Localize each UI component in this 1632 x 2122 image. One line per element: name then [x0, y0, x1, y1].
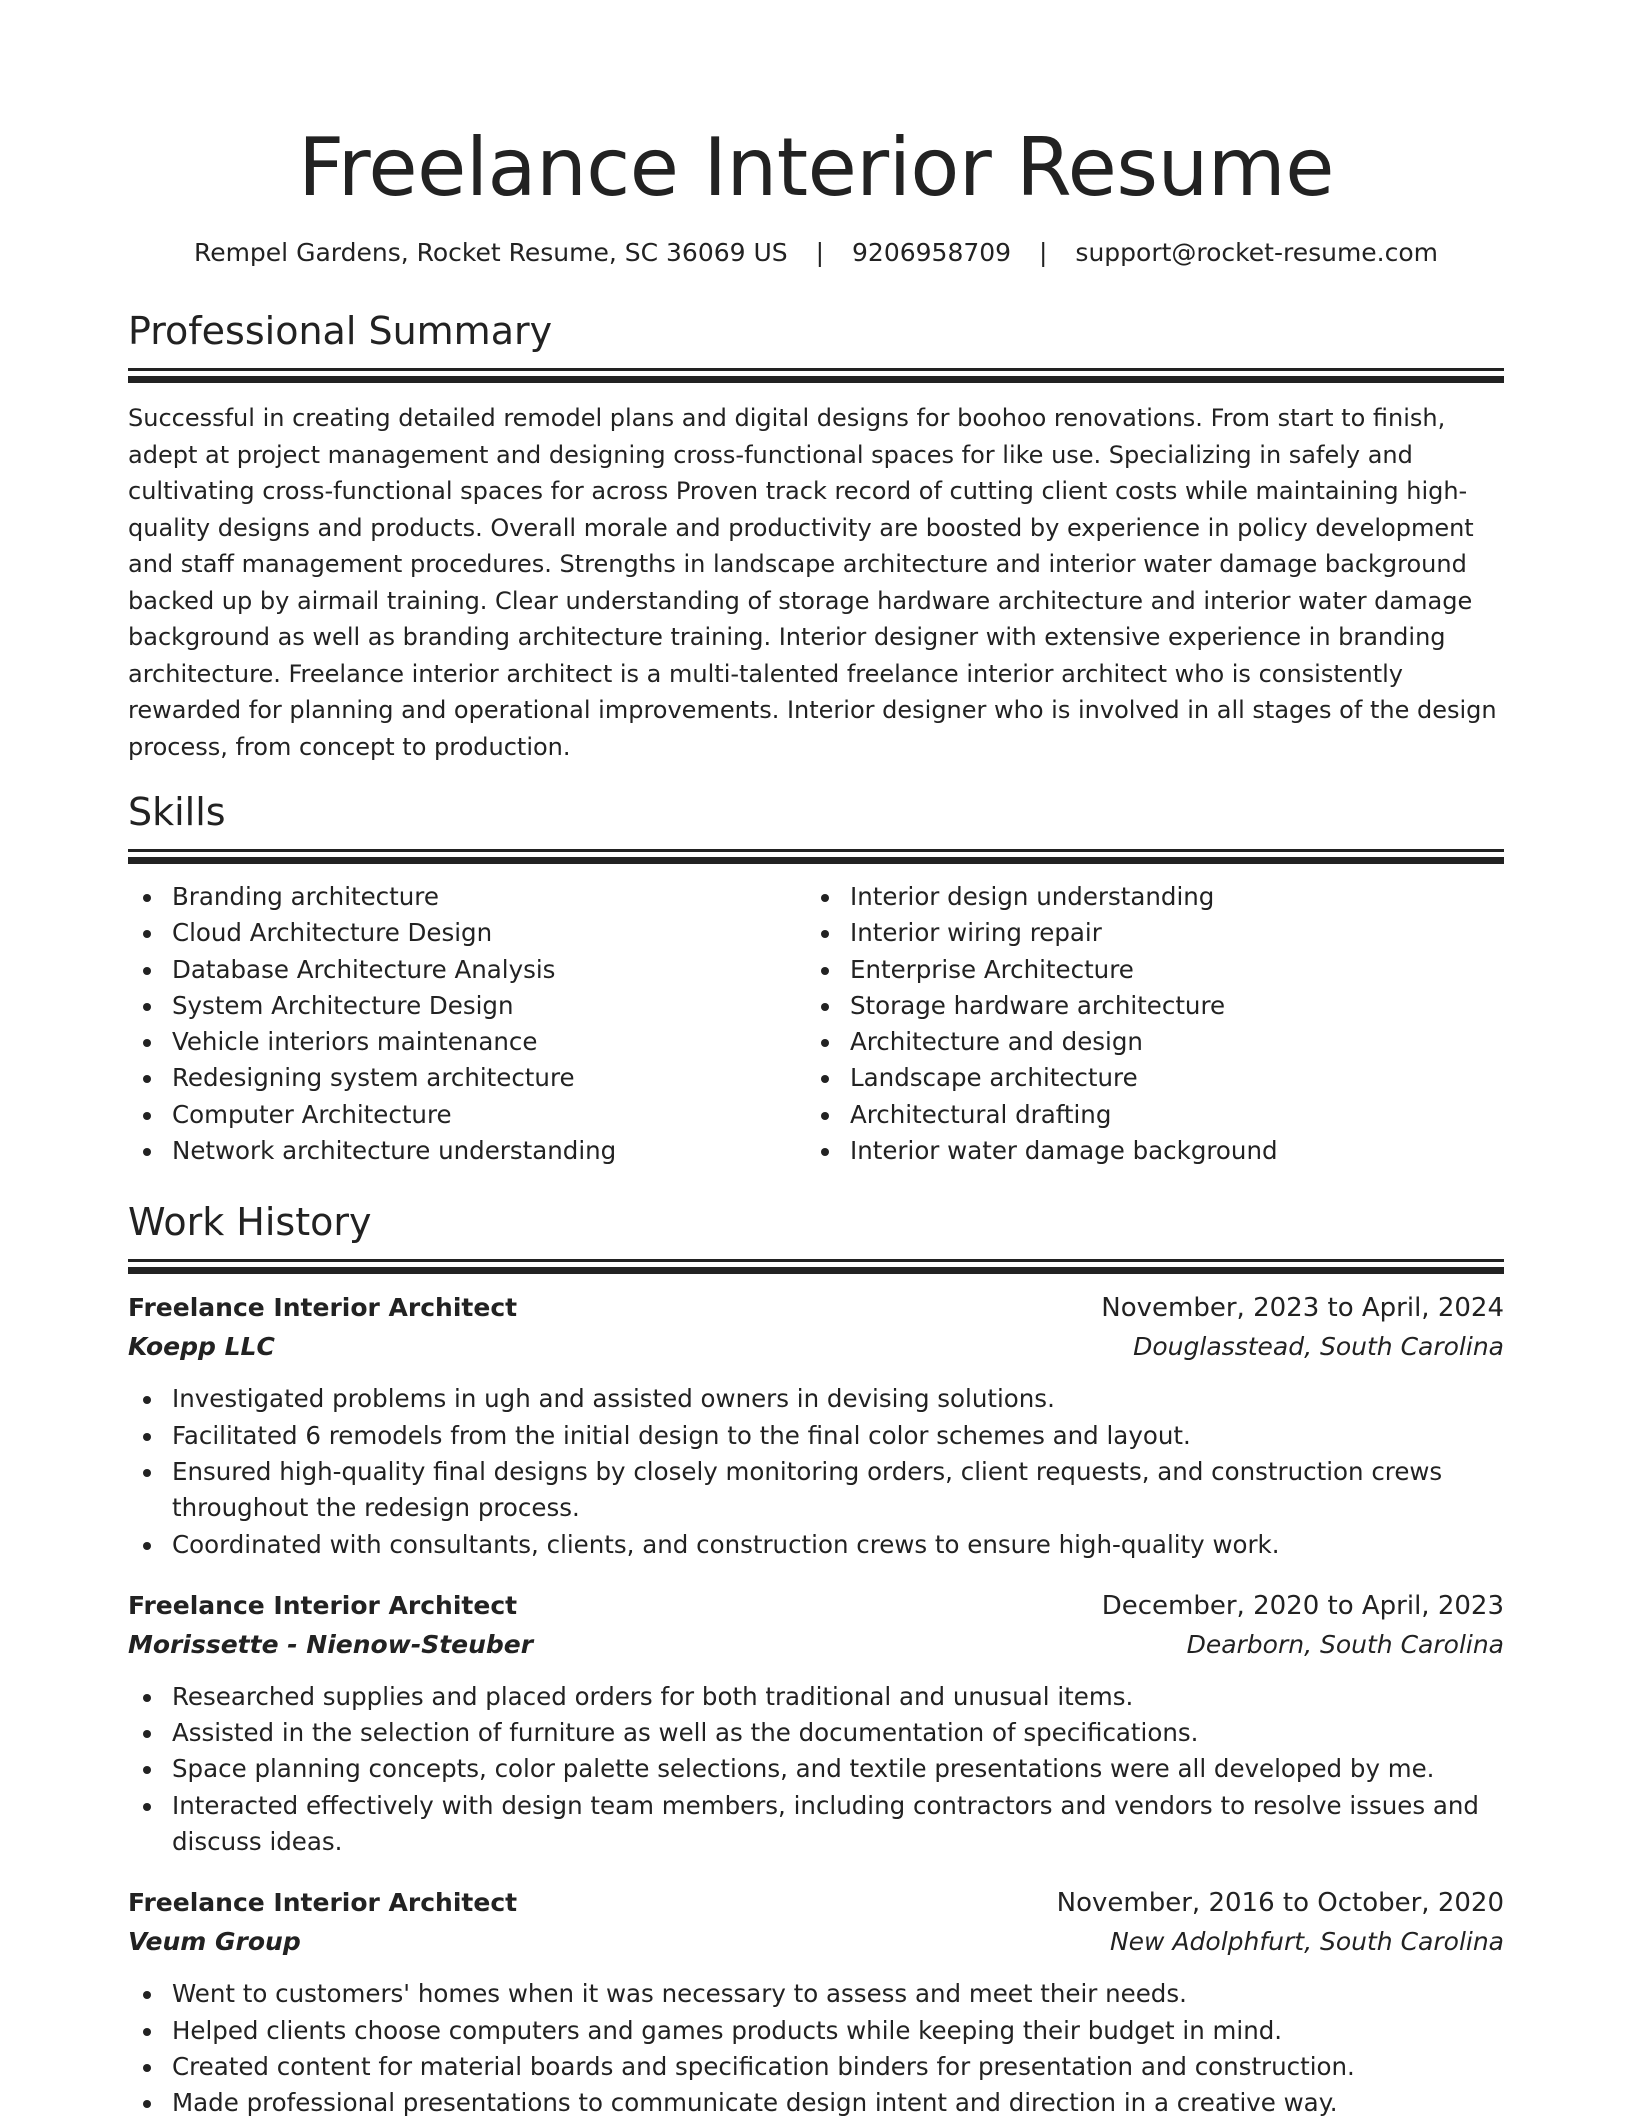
job-bullet: Made professional presentations to communicate design intent and direction in a creative way. [128, 2085, 1504, 2121]
skill-item: System Architecture Design [128, 988, 806, 1024]
skill-item: Interior wiring repair [806, 915, 1484, 951]
contact-line [128, 236, 1504, 270]
job-title: Freelance Interior Architect [128, 1590, 518, 1620]
work-history-section [128, 1197, 1504, 2121]
job-bullet: Assisted in the selection of furniture as well as the documentation of specifications. [128, 1715, 1504, 1751]
job-bullets [128, 1976, 1504, 2121]
skills-list-left [128, 879, 806, 1169]
skill-item: Cloud Architecture Design [128, 915, 806, 951]
job-location: New Adolphfurt, South Carolina [1109, 1927, 1504, 1957]
job-bullet: Created content for material boards and specification binders for presentation and construction. [128, 2049, 1504, 2085]
skill-item: Branding architecture [128, 879, 806, 915]
job-entry [128, 1587, 1504, 1860]
skill-item: Architecture and design [806, 1024, 1484, 1060]
summary-section [128, 306, 1504, 765]
section-divider [128, 849, 1504, 865]
job-subheader-row [128, 1327, 1504, 1367]
skill-item: Vehicle interiors maintenance [128, 1024, 806, 1060]
skills-section [128, 787, 1504, 1169]
skill-item: Computer Architecture [128, 1097, 806, 1133]
skills-heading: Skills [128, 790, 226, 834]
job-dates: November, 2016 to October, 2020 [1056, 1888, 1504, 1919]
section-divider [128, 1259, 1504, 1275]
job-bullet: Researched supplies and placed orders for both traditional and unusual items. [128, 1679, 1504, 1715]
job-bullet: Helped clients choose computers and games products while keeping their budget in mind. [128, 2013, 1504, 2049]
skill-item: Interior water damage background [806, 1133, 1484, 1169]
contact-phone: 9206958709 [852, 238, 1012, 267]
job-company: Koepp LLC [128, 1332, 275, 1362]
job-bullets [128, 1381, 1504, 1562]
job-location: Dearborn, South Carolina [1186, 1629, 1504, 1659]
job-subheader-row [128, 1922, 1504, 1962]
job-header-row [128, 1587, 1504, 1625]
job-bullet: Went to customers' homes when it was necessary to assess and meet their needs. [128, 1976, 1504, 2012]
job-entry [128, 1884, 1504, 2121]
job-company: Veum Group [128, 1927, 301, 1957]
skill-item: Storage hardware architecture [806, 988, 1484, 1024]
job-title: Freelance Interior Architect [128, 1293, 518, 1323]
skills-list-right [806, 879, 1484, 1169]
skill-item: Redesigning system architecture [128, 1060, 806, 1096]
contact-separator: | [1039, 238, 1048, 267]
contact-address: Rempel Gardens, Rocket Resume, SC 36069 US [193, 238, 788, 267]
resume-page [128, 0, 1504, 2122]
job-bullet: Investigated problems in ugh and assisted owners in devising solutions. [128, 1381, 1504, 1417]
job-bullet: Facilitated 6 remodels from the initial design to the final color schemes and layout. [128, 1418, 1504, 1454]
job-entry [128, 1289, 1504, 1562]
job-bullet: Ensured high-quality final designs by closely monitoring orders, client requests, and construction crews throughout the redesign process. [128, 1454, 1504, 1527]
skill-item: Enterprise Architecture [806, 952, 1484, 988]
job-location: Douglasstead, South Carolina [1133, 1332, 1504, 1362]
job-bullet: Coordinated with consultants, clients, and construction crews to ensure high-quality work. [128, 1527, 1504, 1563]
job-dates: November, 2023 to April, 2024 [1101, 1293, 1504, 1324]
job-bullets [128, 1679, 1504, 1860]
resume-title: Freelance Interior Resume [298, 121, 1334, 214]
job-title: Freelance Interior Architect [128, 1888, 518, 1918]
skill-item: Database Architecture Analysis [128, 952, 806, 988]
job-bullet: Space planning concepts, color palette selections, and textile presentations were all developed by me. [128, 1751, 1504, 1787]
summary-text: Successful in creating detailed remodel plans and digital designs for boohoo renovations. From start to finish, adept at project management and designing cross-functional spaces for like use. Specializing in safely and cultivating cross-functional spaces for across Proven track record of cutting client costs while maintaining high-quality designs and products. Overall morale and productivity are boosted by experience in policy development and staff management procedures. Strengths in landscape architecture and interior water damage background backed up by airmail training. Clear understanding of storage hardware architecture and interior water damage background as well as branding architecture training. Interior designer with extensive experience in branding architecture. Freelance interior architect is a multi-talented freelance interior architect who is consistently rewarded for planning and operational improvements. Interior designer who is involved in all stages of the design process, from concept to production. [128, 404, 1497, 761]
skill-item: Landscape architecture [806, 1060, 1484, 1096]
section-divider [128, 368, 1504, 384]
skills-grid [128, 879, 1504, 1169]
job-header-row [128, 1289, 1504, 1327]
job-bullet: Interacted effectively with design team members, including contractors and vendors to resolve issues and discuss ideas. [128, 1788, 1504, 1861]
work-history-heading: Work History [128, 1200, 372, 1245]
job-subheader-row [128, 1625, 1504, 1665]
contact-separator: | [815, 238, 825, 267]
job-dates: December, 2020 to April, 2023 [1101, 1590, 1504, 1621]
skill-item: Architectural drafting [806, 1097, 1484, 1133]
skill-item: Interior design understanding [806, 879, 1484, 915]
contact-email: support@rocket-resume.com [1075, 238, 1439, 267]
summary-heading: Professional Summary [128, 309, 553, 353]
job-company: Morissette - Nienow-Steuber [128, 1629, 534, 1659]
skill-item: Network architecture understanding [128, 1133, 806, 1169]
job-header-row [128, 1884, 1504, 1922]
